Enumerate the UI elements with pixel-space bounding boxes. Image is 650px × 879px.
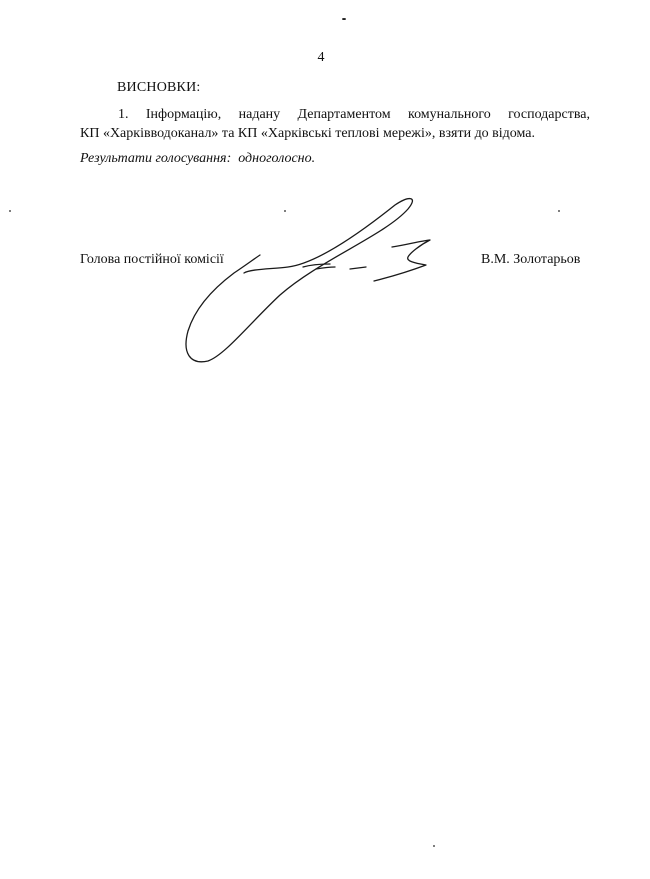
voting-label: Результати голосування: [80,151,232,166]
page-number: 4 [317,50,325,65]
scan-speck [342,18,346,20]
scan-speck [558,210,560,212]
voting-result: одноголосно. [238,151,316,166]
handwritten-signature [170,185,450,375]
conclusions-heading: ВИСНОВКИ: [117,80,201,95]
scan-speck [433,845,435,847]
signer-title: Голова постійної комісії [80,252,224,267]
signer-name: В.М. Золотарьов [481,252,581,267]
scan-speck [9,210,11,212]
conclusion-line-2: КП «Харківводоканал» та КП «Харківські теплові мережі», взяти до відома. [80,126,536,141]
voting-results [80,151,315,167]
conclusion-item-1 [80,105,590,143]
conclusion-line-1: 1. Інформацію, надану Департаментом комунального господарства, [118,107,590,122]
